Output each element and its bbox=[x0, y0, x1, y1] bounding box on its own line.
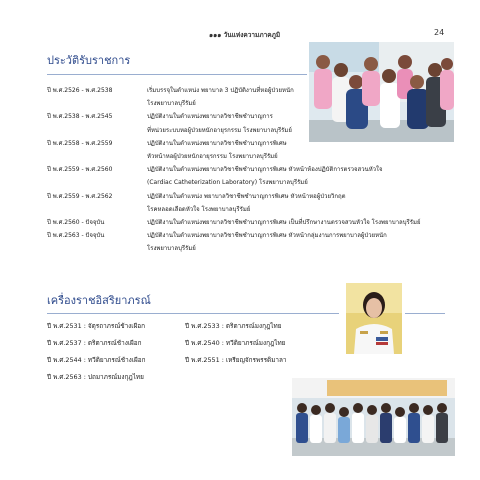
career-line: ปฏิบัติงานในตำแหน่ง พยาบาลวิชาชีพชำนาญการพิเศษ หัวหน้าหอผู้ป่วยวิกฤต bbox=[147, 192, 346, 200]
page-number: 24 bbox=[434, 28, 445, 37]
group-photo-bottom bbox=[292, 378, 455, 456]
decoration-item: ปี พ.ศ.2544 : ทวีติยาภรณ์ช้างเผือก bbox=[47, 356, 146, 364]
career-line: เริ่มบรรจุในตำแหน่ง พยาบาล 3 ปฏิบัติงานที่หอผู้ป่วยหนัก bbox=[147, 87, 294, 94]
career-years: ปี พ.ศ.2558 - พ.ศ.2559 bbox=[47, 139, 113, 147]
career-line: ปฏิบัติงานในตำแหน่งพยาบาลวิชาชีพชำนาญการพิเศษ หัวหน้าห้องปฏิบัติการตรวจสวนหัวใจ bbox=[147, 166, 383, 174]
career-line: โรคหลอดเลือดหัวใจ โรงพยาบาลบุรีรัมย์ bbox=[147, 205, 251, 213]
career-entry bbox=[47, 163, 452, 189]
header-title: ๑๑๑ วันแห่งความภาคภูมิ bbox=[209, 31, 281, 39]
career-entry bbox=[47, 229, 452, 255]
career-years: ปี พ.ศ.2526 - พ.ศ.2538 bbox=[47, 87, 113, 94]
career-heading: ประวัติรับราชการ bbox=[47, 54, 131, 67]
portrait-photo bbox=[346, 283, 402, 354]
career-years: ปี พ.ศ.2563 - ปัจจุบัน bbox=[47, 232, 105, 240]
career-line: ปฏิบัติงานในตำแหน่งพยาบาลวิชาชีพชำนาญการพิเศษ หัวหน้ากลุ่มงานการพยาบาลผู้ป่วยหนัก bbox=[147, 232, 387, 240]
career-line: ปฏิบัติงานในตำแหน่งพยาบาลวิชาชีพชำนาญการพิเศษ เป็นที่ปรึกษางานตรวจสวนหัวใจ โรงพยาบาลบุรีรัมย์ bbox=[147, 218, 421, 226]
decoration-item: ปี พ.ศ.2540 : ทวีติยาภรณ์มงกุฎไทย bbox=[185, 339, 286, 347]
page-header bbox=[0, 30, 480, 42]
career-entry bbox=[47, 190, 452, 216]
career-years: ปี พ.ศ.2559 - พ.ศ.2562 bbox=[47, 192, 113, 200]
career-line: (Cardiac Catheterization Laboratory) โรงพยาบาลบุรีรัมย์ bbox=[147, 179, 308, 187]
career-years: ปี พ.ศ.2538 - พ.ศ.2545 bbox=[47, 113, 113, 121]
career-line: ปฏิบัติงานในตำแหน่งพยาบาลวิชาชีพชำนาญการพิเศษ bbox=[147, 139, 287, 147]
decoration-item: ปี พ.ศ.2537 : ตริตาภรณ์ช้างเผือก bbox=[47, 339, 142, 347]
group-photo-top bbox=[309, 42, 454, 142]
career-line: โรงพยาบาลบุรีรัมย์ bbox=[147, 245, 196, 253]
career-years: ปี พ.ศ.2559 - พ.ศ.2560 bbox=[47, 166, 113, 174]
decoration-item: ปี พ.ศ.2533 : ตริตาภรณ์มงกุฎไทย bbox=[185, 322, 282, 330]
career-years: ปี พ.ศ.2560 - ปัจจุบัน bbox=[47, 218, 105, 226]
career-rule bbox=[47, 74, 307, 75]
career-line: หัวหน้าหอผู้ป่วยหนักอายุรกรรม โรงพยาบาลบุรีรัมย์ bbox=[147, 152, 278, 160]
career-line: ที่หน่วยระบบหอผู้ป่วยหนักอายุรกรรม โรงพยาบาลบุรีรัมย์ bbox=[147, 126, 292, 134]
decorations-heading: เครื่องราชอิสริยาภรณ์ bbox=[47, 294, 151, 307]
decoration-item: ปี พ.ศ.2563 : ปถมาภรณ์มงกุฎไทย bbox=[47, 373, 144, 381]
decoration-item: ปี พ.ศ.2531 : จัตุรถาภรณ์ช้างเผือก bbox=[47, 322, 145, 330]
decoration-item: ปี พ.ศ.2551 : เหรียญจักรพรรดิมาลา bbox=[185, 356, 287, 364]
career-line: โรงพยาบาลบุรีรัมย์ bbox=[147, 100, 196, 108]
career-entry bbox=[47, 216, 452, 229]
decorations-rule-right bbox=[405, 313, 445, 314]
decorations-rule-left bbox=[47, 313, 339, 314]
career-line: ปฏิบัติงานในตำแหน่งพยาบาลวิชาชีพชำนาญการ bbox=[147, 113, 273, 121]
